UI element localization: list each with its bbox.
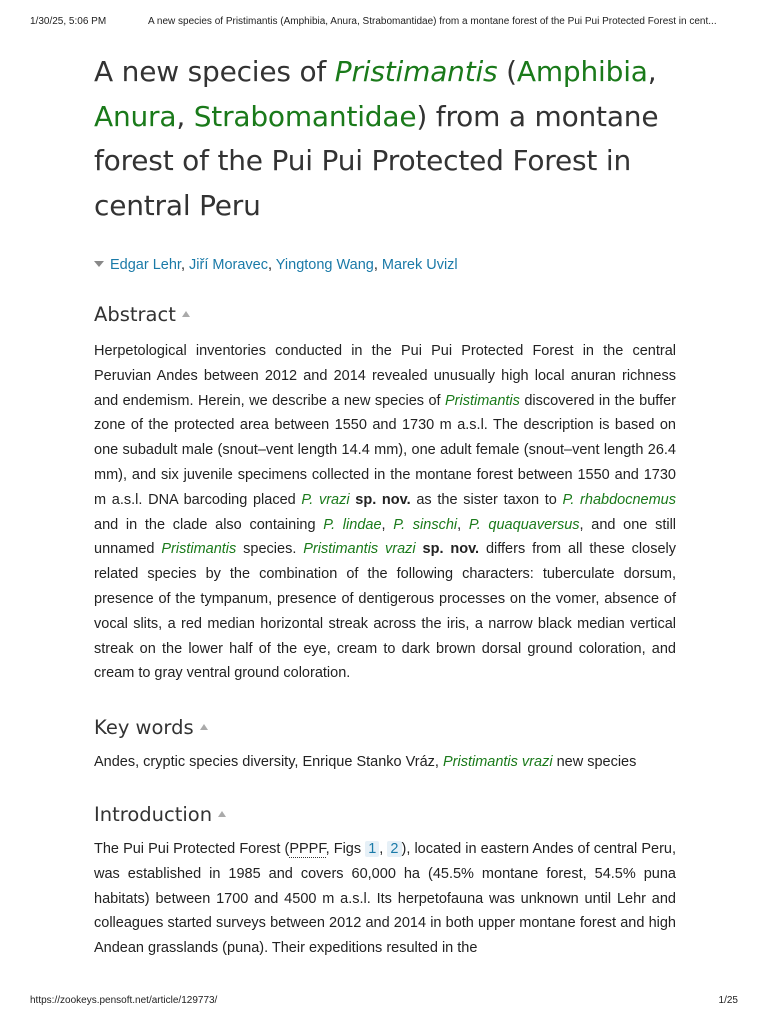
abbreviation[interactable]: PPPF bbox=[289, 840, 326, 857]
taxon-link[interactable]: P. quaquaversus bbox=[468, 516, 580, 533]
collapse-caret-icon[interactable] bbox=[182, 311, 190, 317]
print-footer bbox=[30, 995, 738, 1009]
keywords-heading[interactable] bbox=[94, 714, 676, 742]
author-toggle-icon[interactable] bbox=[94, 261, 104, 267]
title-text: ( bbox=[497, 55, 517, 88]
author-link[interactable]: Edgar Lehr bbox=[110, 257, 181, 273]
print-url: https://zookeys.pensoft.net/article/129773/ bbox=[30, 995, 218, 1006]
collapse-caret-icon[interactable] bbox=[218, 811, 226, 817]
author-list: Edgar Lehr, Jiří Moravec, Yingtong Wang, Marek Uvizl bbox=[94, 255, 676, 275]
taxon-link[interactable]: Pristimantis vrazi bbox=[303, 541, 416, 558]
title-taxon-amphibia: Amphibia bbox=[516, 55, 648, 88]
taxon-link[interactable]: P. sinschi bbox=[393, 516, 458, 533]
article bbox=[94, 50, 676, 961]
abstract-heading[interactable] bbox=[94, 301, 676, 329]
taxon-link[interactable]: P. vrazi bbox=[301, 491, 350, 508]
title-text: A new species of bbox=[94, 55, 335, 88]
keywords-heading-label: Key words bbox=[94, 716, 194, 740]
introduction-heading[interactable] bbox=[94, 801, 676, 829]
introduction-heading-label: Introduction bbox=[94, 802, 213, 826]
taxon-link[interactable]: P. rhabdocnemus bbox=[562, 491, 676, 508]
taxon-link[interactable]: Pristimantis vrazi bbox=[442, 754, 553, 771]
print-datetime: 1/30/25, 5:06 PM bbox=[30, 16, 107, 27]
abstract-heading-label: Abstract bbox=[94, 303, 176, 326]
abstract-text: Herpetological inventories conducted in the Pui Pui Protected Forest in the central Peruvian Andes between 2012 and 2014 revealed unusually high local anuran richness and endemism. Herein, we describe a new species of Pristimantis discovered in the buffer zone of the protected area between 1550 and 1730 m a.s.l. The description is based on one subadult male (snout–vent length 14.4 mm), one adult female (snout–vent length 26.4 mm), and six juvenile specimens collected in the montane forest between 1550 and 1730 m a.s.l. DNA barcoding placed P. vrazi sp. nov. as the sister taxon to P. rhabdocnemus and in the clade also containing P. lindae, P. sinschi, P. quaquaversus, and one still unnamed Pristimantis species. Pristimantis vrazi sp. nov. differs from all these closely related species by the combination of the following characters: tuberculate dorsum, presence of the tympanum, presence of dentigerous processes on the vomer, absence of vocal slits, a red median horizontal streak across the iris, a narrow black median vertical streak on the lower half of the eye, cream to dark brown dorsal ground coloration, and cream to gray ventral ground coloration. bbox=[94, 343, 677, 682]
taxon-link[interactable]: Pristimantis bbox=[161, 541, 237, 558]
title-text: , bbox=[176, 99, 194, 133]
taxon-link[interactable]: P. lindae bbox=[323, 516, 382, 533]
collapse-caret-icon[interactable] bbox=[200, 724, 208, 730]
title-genus: Pristimantis bbox=[334, 55, 498, 88]
author-link[interactable]: Jiří Moravec bbox=[189, 257, 268, 273]
title-taxon-strabomantidae: Strabomantidae bbox=[193, 99, 417, 133]
print-page-title: A new species of Pristimantis (Amphibia, Anura, Strabomantidae) from a montane forest of the Pui Pui Protected Forest in cent... bbox=[148, 16, 717, 27]
print-header bbox=[30, 16, 738, 30]
introduction-text: The Pui Pui Protected Forest (PPPF, Figs 1 , 2 ), located in eastern Andes of central Peru, was established in 1985 and covers 60,000 ha (45.5% montane forest, 54.5% puna habitats) between 1700 and 4500 m a.s.l. Its herpetofauna was unknown until Lehr and colleagues started surveys between 2012 and 2014 in both upper montane forest and high Andean grasslands (puna). Their expeditions resulted in the bbox=[94, 840, 676, 957]
print-page-number: 1/25 bbox=[718, 995, 738, 1006]
figure-link[interactable]: 1 bbox=[365, 841, 379, 857]
keywords-text: Andes, cryptic species diversity, Enrique Stanko Vráz, Pristimantis vrazi new species bbox=[94, 754, 637, 771]
article-title bbox=[94, 50, 676, 228]
author-link[interactable]: Yingtong Wang bbox=[275, 257, 374, 273]
title-text: , bbox=[647, 55, 657, 88]
title-text: ) from a montane forest of the Pui Pui Protected Forest in central Peru bbox=[94, 99, 659, 222]
figure-link[interactable]: 2 bbox=[387, 841, 401, 857]
title-taxon-anura: Anura bbox=[94, 99, 177, 133]
author-link[interactable]: Marek Uvizl bbox=[381, 257, 458, 273]
taxon-link[interactable]: Pristimantis bbox=[444, 392, 520, 409]
